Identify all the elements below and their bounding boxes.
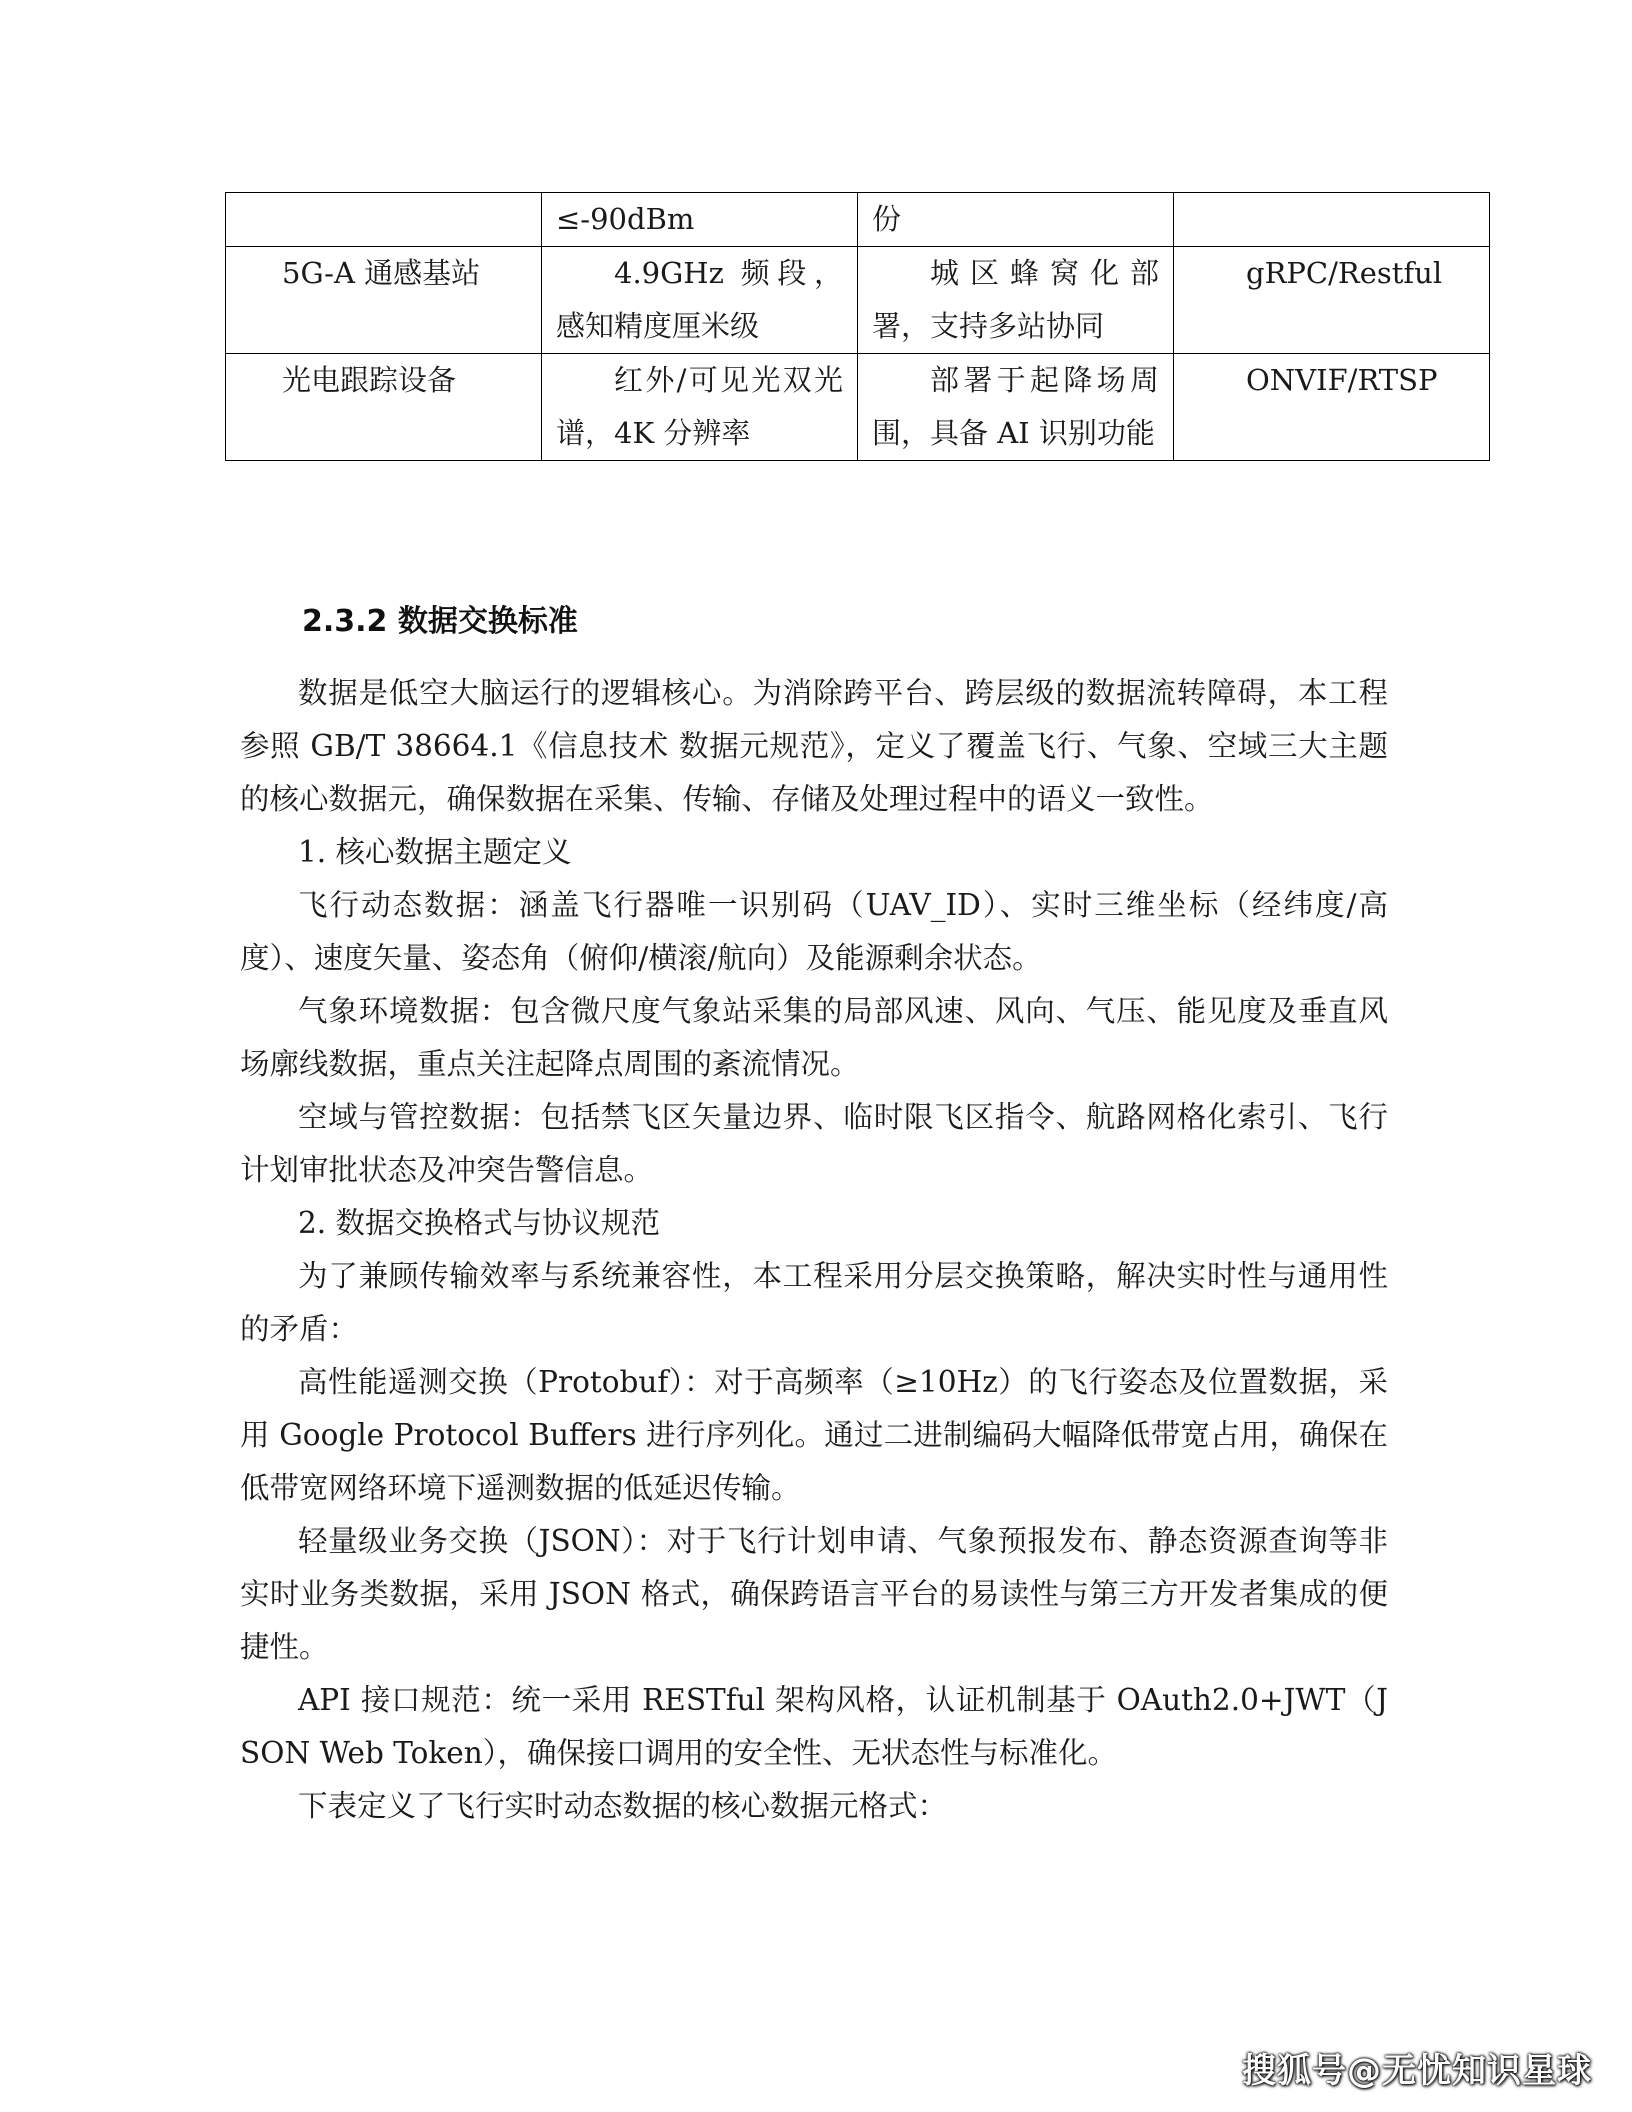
table-cell [226,193,542,247]
table-cell: 4.9GHz 频段，感知精度厘米级 [542,247,858,354]
list-heading: 1. 核心数据主题定义 [298,835,572,869]
table-row [226,193,1490,247]
table-cell: 城区蜂窝化部署，支持多站协同 [858,247,1174,354]
section-heading: 2.3.2 数据交换标准 [302,604,578,639]
watermark: 搜狐号@无忧知识星球 [1242,2051,1592,2091]
paragraph: 数据是低空大脑运行的逻辑核心。为消除跨平台、跨层级的数据流转障碍，本工程参照 GB/T 38664.1《信息技术 数据元规范》，定义了覆盖飞行、气象、空域三大主题的核心数据元，确保数据在采集、传输、存储及处理过程中的语义一致性。 [240,676,1388,816]
table-cell: 5G-A 通感基站 [226,247,542,354]
paragraph: 空域与管控数据：包括禁飞区矢量边界、临时限飞区指令、航路网格化索引、飞行计划审批状态及冲突告警信息。 [240,1100,1388,1187]
table-cell: 份 [858,193,1174,247]
device-spec-table [225,192,1490,461]
paragraph: 气象环境数据：包含微尺度气象站采集的局部风速、风向、气压、能见度及垂直风场廓线数据，重点关注起降点周围的紊流情况。 [240,994,1388,1081]
paragraph: API 接口规范：统一采用 RESTful 架构风格，认证机制基于 OAuth2.0+JWT（JSON Web Token），确保接口调用的安全性、无状态性与标准化。 [240,1683,1388,1770]
table-cell: gRPC/Restful [1174,247,1490,354]
paragraph: 飞行动态数据：涵盖飞行器唯一识别码（UAV_ID）、实时三维坐标（经纬度/高度）、速度矢量、姿态角（俯仰/横滚/航向）及能源剩余状态。 [240,888,1388,975]
paragraph: 轻量级业务交换（JSON）：对于飞行计划申请、气象预报发布、静态资源查询等非实时业务类数据，采用 JSON 格式，确保跨语言平台的易读性与第三方开发者集成的便捷性。 [240,1524,1388,1664]
table-cell: ≤-90dBm [542,193,858,247]
paragraph: 高性能遥测交换（Protobuf）：对于高频率（≥10Hz）的飞行姿态及位置数据，采用 Google Protocol Buffers 进行序列化。通过二进制编码大幅降低带宽占用，确保在低带宽网络环境下遥测数据的低延迟传输。 [240,1365,1388,1505]
list-heading: 2. 数据交换格式与协议规范 [298,1206,661,1240]
body-text [240,667,1388,1833]
table-row [226,247,1490,354]
table-row [226,354,1490,461]
table-cell: 部署于起降场周围，具备 AI 识别功能 [858,354,1174,461]
table-cell: ONVIF/RTSP [1174,354,1490,461]
paragraph: 为了兼顾传输效率与系统兼容性，本工程采用分层交换策略，解决实时性与通用性的矛盾： [240,1259,1388,1346]
paragraph: 下表定义了飞行实时动态数据的核心数据元格式： [298,1789,948,1823]
table-cell [1174,193,1490,247]
table-cell: 光电跟踪设备 [226,354,542,461]
table-cell: 红外/可见光双光谱，4K 分辨率 [542,354,858,461]
